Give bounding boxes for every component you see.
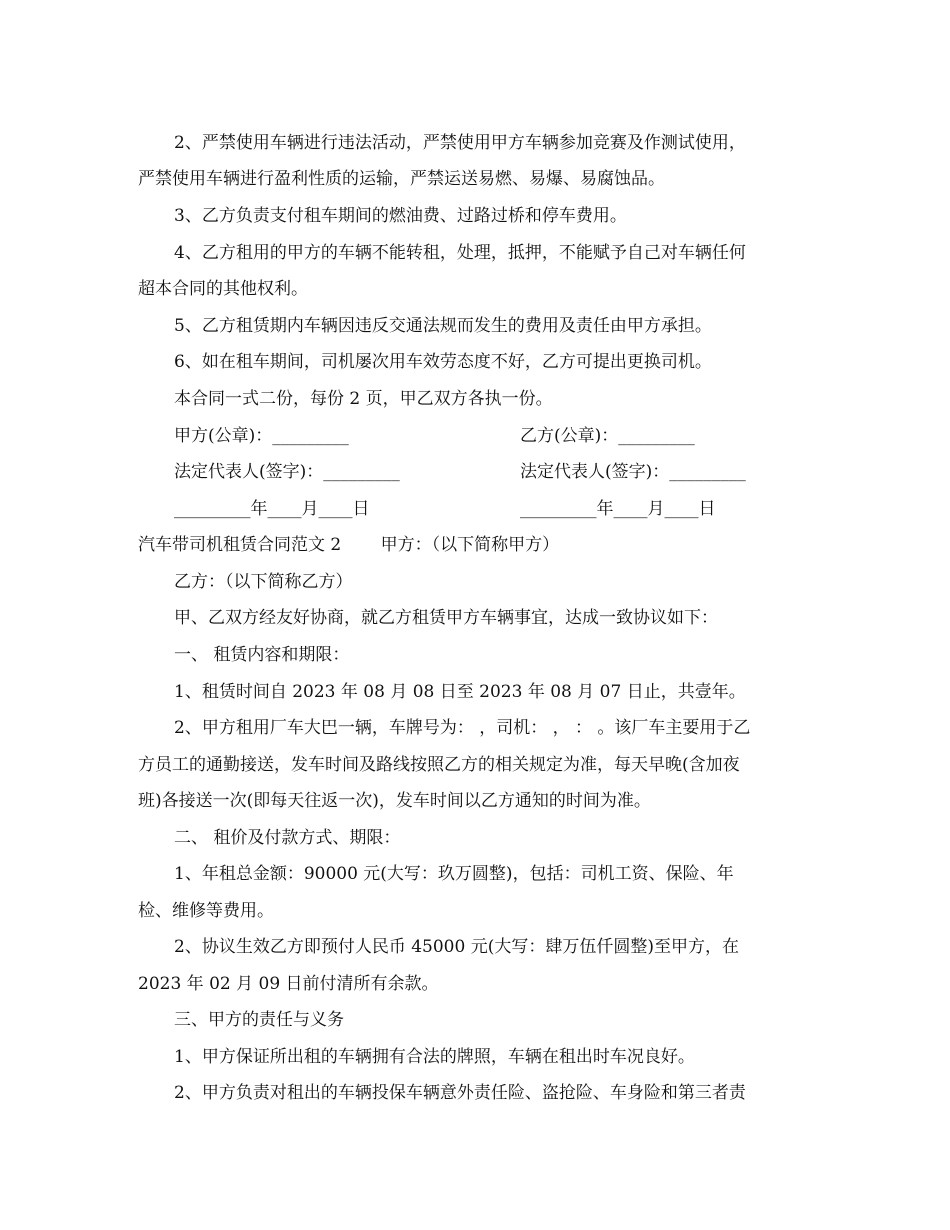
paragraph-line: 4、乙方租用的甲方的车辆不能转租，处理，抵押，不能赋予自己对车辆任何 [174, 243, 746, 263]
paragraph-line: 2、严禁使用车辆进行违法活动，严禁使用甲方车辆参加竞赛及作测试使用， [174, 133, 746, 153]
paragraph-line: 3、乙方负责支付租车期间的燃油费、过路过桥和停车费用。 [174, 206, 627, 226]
paragraph-line: 乙方：（以下简称乙方） [174, 572, 353, 592]
paragraph-line: 2、甲方租用厂车大巴一辆，车牌号为： ，司机： ， ： 。该厂车主要用于乙 [174, 718, 751, 738]
section-heading: 三、甲方的责任与义务 [174, 1010, 344, 1030]
party-b-representative: 法定代表人(签字)：_________ [520, 462, 746, 482]
paragraph-line: 甲、乙双方经友好协商，就乙方租赁甲方车辆事宜，达成一致协议如下： [174, 608, 718, 628]
paragraph-line: 1、甲方保证所出租的车辆拥有合法的牌照，车辆在租出时车况良好。 [174, 1047, 695, 1067]
paragraph-line: 2、甲方负责对租出的车辆投保车辆意外责任险、盗抢险、车身险和第三者责 [174, 1083, 746, 1103]
paragraph-line: 2、协议生效乙方即预付人民币 45000 元(大写：肆万伍仟圆整)至甲方，在 [174, 937, 739, 957]
paragraph-line: 5、乙方租赁期内车辆因违反交通法规而发生的费用及责任由甲方承担。 [174, 316, 712, 336]
party-a-date: _________年____月____日 [174, 499, 370, 519]
paragraph-line: 6、如在租车期间，司机屡次用车效劳态度不好，乙方可提出更换司机。 [174, 352, 712, 372]
paragraph-line: 方员工的通勤接送，发车时间及路线按照乙方的相关规定为准，每天早晚(含加夜 [138, 755, 740, 775]
party-a-seal: 甲方(公章)：_________ [174, 426, 349, 446]
party-b-date: _________年____月____日 [520, 499, 716, 519]
party-b-seal: 乙方(公章)：_________ [520, 426, 695, 446]
paragraph-line: 1、年租总金额：90000 元(大写：玖万圆整)，包括：司机工资、保险、年 [174, 864, 734, 884]
section-title: 汽车带司机租赁合同范文 2 甲方：（以下简称甲方） [138, 535, 560, 555]
paragraph-line: 1、租赁时间自 2023 年 08 月 08 日至 2023 年 08 月 07 日止，共壹年。 [174, 682, 746, 702]
paragraph-line: 2023 年 02 月 09 日前付清所有余款。 [138, 974, 439, 994]
paragraph-line: 班)各接送一次(即每天往返一次)，发车时间以乙方通知的时间为准。 [138, 791, 651, 811]
party-a-representative: 法定代表人(签字)：_________ [174, 462, 400, 482]
paragraph-line: 检、维修等费用。 [138, 901, 274, 921]
section-heading: 二、 租价及付款方式、期限： [174, 828, 401, 848]
section-heading: 一、 租赁内容和期限： [174, 645, 350, 665]
paragraph-line: 超本合同的其他权利。 [138, 279, 308, 299]
paragraph-line: 严禁使用车辆进行盈利性质的运输，严禁运送易燃、易爆、易腐蚀品。 [138, 169, 665, 189]
paragraph-line: 本合同一式二份，每份 2 页，甲乙双方各执一份。 [174, 389, 553, 409]
